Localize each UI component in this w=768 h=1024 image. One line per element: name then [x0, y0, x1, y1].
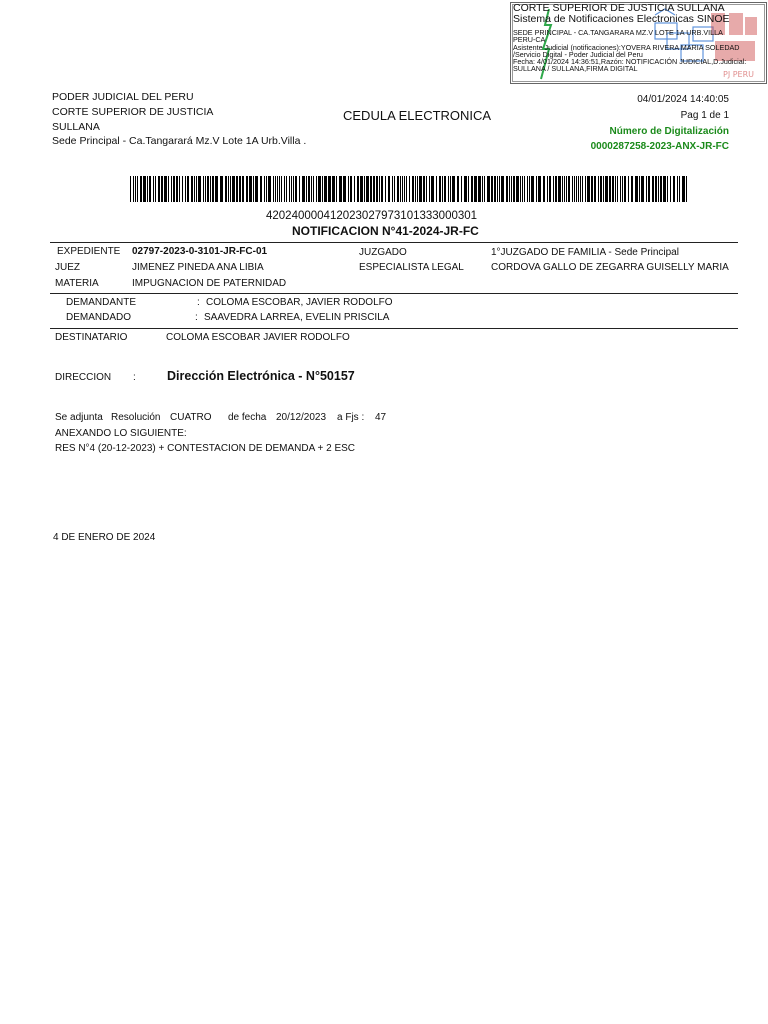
stamp-service: /Servicio Digital - Poder Judicial del Peru	[513, 50, 643, 59]
barcode-bar	[572, 176, 573, 202]
barcode-bar	[273, 176, 274, 202]
barcode-bar	[394, 176, 395, 202]
barcode-bar	[431, 176, 434, 202]
juez-label: JUEZ	[55, 262, 80, 273]
barcode-bar	[679, 176, 680, 202]
barcode-bar	[215, 176, 218, 202]
barcode-bar	[497, 176, 498, 202]
barcode-bar	[549, 176, 551, 202]
barcode-bar	[461, 176, 462, 202]
barcode-bar	[302, 176, 305, 202]
barcode-bar	[663, 176, 666, 202]
barcode-bar	[429, 176, 430, 202]
barcode-bar	[289, 176, 290, 202]
barcode-bar	[641, 176, 644, 202]
barcode-bar	[412, 176, 414, 202]
barcode-bar	[350, 176, 352, 202]
barcode-bar	[306, 176, 307, 202]
barcode-bar	[366, 176, 369, 202]
barcode-bar	[397, 176, 399, 202]
barcode-bar	[564, 176, 565, 202]
direccion-value: Dirección Electrónica - N°50157	[167, 369, 355, 383]
barcode-bar	[635, 176, 638, 202]
barcode-bar	[547, 176, 548, 202]
document-title: CEDULA ELECTRONICA	[343, 108, 492, 123]
barcode-bar	[140, 176, 142, 202]
barcode-bar	[464, 176, 467, 202]
barcode-bar	[468, 176, 469, 202]
barcode-bar	[471, 176, 473, 202]
barcode-bar	[494, 176, 496, 202]
barcode-bar	[631, 176, 633, 202]
juez-value: JIMENEZ PINEDA ANA LIBIA	[132, 262, 264, 273]
fjs-label: a Fjs :	[337, 412, 365, 423]
barcode-bar	[137, 176, 138, 202]
stamp-court: CORTE SUPERIOR DE JUSTICIA SULLANA	[513, 2, 725, 14]
barcode-bar	[228, 176, 229, 202]
barcode-bar	[187, 176, 189, 202]
barcode-bar	[417, 176, 418, 202]
demandante-label: DEMANDANTE	[66, 297, 137, 308]
barcode-bar	[373, 176, 375, 202]
barcode-bar	[348, 176, 349, 202]
barcode-bar	[143, 176, 146, 202]
barcode-bar	[409, 176, 410, 202]
barcode-number: 42024000041202302797310133300030​1	[266, 210, 478, 222]
barcode-bar	[171, 176, 172, 202]
barcode-bar	[600, 176, 602, 202]
barcode-bar	[520, 176, 521, 202]
barcode-bar	[677, 176, 678, 202]
barcode-bar	[158, 176, 160, 202]
especialista-value: CORDOVA GALLO DE ZEGARRA GUISELLY MARIA	[491, 262, 729, 273]
barcode-bar	[153, 176, 154, 202]
expediente-value: 02797-2023-0-3101-JR-FC-01	[132, 246, 268, 257]
fecha-value: 20/12/2023	[276, 412, 327, 423]
barcode-bar	[277, 176, 278, 202]
barcode-bar	[667, 176, 668, 202]
barcode-bar	[246, 176, 248, 202]
barcode-bar	[529, 176, 530, 202]
barcode-bar	[379, 176, 380, 202]
barcode-bar	[370, 176, 372, 202]
attachment-detail: RES N°4 (20-12-2023) + CONTESTACION DE DEMANDA + 2 ESC	[55, 443, 356, 454]
barcode-bar	[332, 176, 335, 202]
se-adjunta-text: Se adjunta	[55, 412, 103, 423]
barcode-bar	[318, 176, 321, 202]
barcode-bar	[499, 176, 500, 202]
barcode-bar	[478, 176, 481, 202]
barcode-bar	[452, 176, 455, 202]
barcode-bar	[385, 176, 386, 202]
barcode-bar	[587, 176, 590, 202]
barcode-bar	[268, 176, 271, 202]
barcode-bar	[670, 176, 671, 202]
barcode-bar	[524, 176, 525, 202]
stamp-date-reason: Fecha: 4/01/2024 14:36:51,Razón: NOTIFICACIÓN JUDICIAL,D.Judicial:	[513, 57, 747, 66]
barcode-bar	[357, 176, 359, 202]
barcode-bar	[266, 176, 267, 202]
barcode-bar	[578, 176, 579, 202]
barcode-bar	[580, 176, 581, 202]
barcode-bar	[574, 176, 575, 202]
materia-label: MATERIA	[55, 278, 99, 289]
especialista-label: ESPECIALISTA LEGAL	[359, 262, 464, 273]
juzgado-value: 1°JUZGADO DE FAMILIA - Sede Principal	[491, 247, 679, 258]
barcode-bar	[130, 176, 131, 202]
barcode-bar	[612, 176, 614, 202]
barcode-bar	[673, 176, 675, 202]
barcode-bar	[516, 176, 519, 202]
barcode-bar	[194, 176, 195, 202]
barcode-bar	[308, 176, 310, 202]
barcode-bar	[133, 176, 134, 202]
fjs-value: 47	[375, 412, 387, 423]
barcode-bar	[295, 176, 297, 202]
notification-title: NOTIFICACION N°41-2024-JR-FC	[292, 224, 479, 238]
barcode-bar	[487, 176, 490, 202]
logo-text: PJ PERU	[723, 70, 755, 79]
barcode-bar	[324, 176, 327, 202]
barcode-bar	[236, 176, 238, 202]
barcode-bar	[513, 176, 515, 202]
barcode-bar	[275, 176, 276, 202]
barcode-bar	[605, 176, 608, 202]
document-date: 4 DE ENERO DE 2024	[53, 532, 156, 543]
barcode-bar	[311, 176, 312, 202]
barcode-bar	[260, 176, 262, 202]
barcode-bar	[293, 176, 294, 202]
barcode-bar	[522, 176, 523, 202]
barcode-bar	[648, 176, 650, 202]
barcode-bar	[442, 176, 443, 202]
barcode-bar	[457, 176, 459, 202]
barcode-bar	[553, 176, 554, 202]
barcode-bar	[652, 176, 654, 202]
barcode-bar	[527, 176, 528, 202]
barcode-bar	[339, 176, 342, 202]
barcode-bar	[603, 176, 604, 202]
barcode-bar	[566, 176, 567, 202]
barcode-bar	[313, 176, 314, 202]
court-address: Sede Principal - Ca.Tangarará Mz.V Lote 1A Urb.Villa .	[52, 135, 307, 147]
barcode-bar	[376, 176, 378, 202]
stamp-address-2: PERU-CA	[513, 35, 546, 44]
stamp-system: Sistema de Notificaciones Electronicas SINOE	[513, 13, 730, 25]
barcode-bar	[406, 176, 407, 202]
barcode-bar	[558, 176, 561, 202]
barcode-bar	[239, 176, 241, 202]
barcode-bar	[354, 176, 355, 202]
barcode-bar	[531, 176, 534, 202]
barcode-bar	[210, 176, 211, 202]
barcode-bar	[284, 176, 285, 202]
barcode-bar	[291, 176, 292, 202]
barcode-bar	[617, 176, 618, 202]
barcode-bar	[205, 176, 206, 202]
barcode-bar	[316, 176, 317, 202]
barcode-bar	[404, 176, 405, 202]
barcode-bar	[615, 176, 616, 202]
barcode-bar	[196, 176, 197, 202]
barcode-bar	[655, 176, 657, 202]
barcode-bar	[484, 176, 485, 202]
court-name: CORTE SUPERIOR DE JUSTICIA	[52, 106, 214, 118]
barcode-bar	[620, 176, 621, 202]
anexando-heading: ANEXANDO LO SIGUIENTE:	[55, 428, 187, 439]
destinatario-value: COLOMA ESCOBAR JAVIER RODOLFO	[166, 332, 350, 343]
divider	[50, 242, 738, 243]
barcode-bar	[176, 176, 178, 202]
barcode-bar	[624, 176, 626, 202]
barcode-bar	[155, 176, 156, 202]
direccion-label: DIRECCION	[55, 372, 112, 383]
digitization-number: 0000287258-2023-ANX-JR-FC	[590, 141, 729, 152]
barcode-bar	[242, 176, 244, 202]
barcode-bar	[299, 176, 300, 202]
stamp-signer: Asistente Judicial (notificaciones):YOVERA RIVERA MARIA SOLEDAD	[513, 43, 740, 52]
barcode-bar	[286, 176, 287, 202]
barcode-bar	[381, 176, 383, 202]
barcode-bar	[264, 176, 265, 202]
barcode-bar	[255, 176, 258, 202]
court-city: SULLANA	[52, 121, 100, 133]
barcode-bar	[207, 176, 209, 202]
resolucion-value: CUATRO	[170, 412, 212, 423]
materia-value: IMPUGNACION DE PATERNIDAD	[132, 278, 287, 289]
fecha-label: de fecha	[228, 412, 267, 423]
barcode-bar	[658, 176, 659, 202]
barcode-bar	[249, 176, 252, 202]
barcode-bar	[230, 176, 231, 202]
barcode-bar	[585, 176, 586, 202]
destinatario-label: DESTINATARIO	[55, 332, 128, 343]
demandado-value: SAAVEDRA LARREA, EVELIN PRISCILA	[204, 312, 390, 323]
barcode-bar	[279, 176, 280, 202]
barcode-bar	[161, 176, 163, 202]
barcode-bar	[568, 176, 570, 202]
stamp-district: SULLANA / SULLANA,FIRMA DIGITAL	[513, 64, 638, 73]
barcode-bar	[538, 176, 541, 202]
barcode-bar	[450, 176, 451, 202]
org-name: PODER JUDICIAL DEL PERU	[52, 91, 194, 103]
barcode-bar	[576, 176, 577, 202]
barcode-bar	[220, 176, 223, 202]
barcode-bar	[436, 176, 437, 202]
divider	[50, 293, 738, 294]
barcode-bar	[439, 176, 441, 202]
barcode-bar	[281, 176, 282, 202]
barcode-bar	[198, 176, 201, 202]
barcode-bar	[543, 176, 545, 202]
demandante-colon: :	[197, 297, 200, 308]
divider	[50, 328, 738, 329]
barcode-bar	[191, 176, 193, 202]
barcode-bar	[322, 176, 323, 202]
barcode-bar	[562, 176, 563, 202]
barcode-bar	[212, 176, 214, 202]
barcode-bar	[402, 176, 403, 202]
barcode-bar	[419, 176, 422, 202]
barcode-bar	[400, 176, 401, 202]
barcode-bar	[343, 176, 346, 202]
barcode-bar	[253, 176, 254, 202]
barcode-bar	[336, 176, 337, 202]
digitization-label: Número de Digitalización	[609, 126, 729, 137]
barcode-bar	[147, 176, 148, 202]
barcode-bar	[660, 176, 662, 202]
barcode-bar	[536, 176, 537, 202]
barcode-bar	[598, 176, 599, 202]
digital-signature-stamp	[510, 2, 767, 84]
barcode-bar	[168, 176, 169, 202]
barcode-bar	[415, 176, 416, 202]
barcode-bar	[444, 176, 446, 202]
barcode-bar	[182, 176, 183, 202]
barcode-bar	[506, 176, 508, 202]
barcode-bar	[149, 176, 151, 202]
barcode-bar	[509, 176, 510, 202]
demandado-label: DEMANDADO	[66, 312, 132, 323]
barcode-bar	[185, 176, 186, 202]
barcode-bar	[609, 176, 611, 202]
resolucion-label: Resolución	[111, 412, 161, 423]
barcode-bar	[360, 176, 363, 202]
stamp-address: SEDE PRINCIPAL - CA.TANGARARA MZ.V LOTE 1A URB.VILLA	[513, 28, 723, 37]
direccion-colon: :	[133, 372, 136, 383]
barcode-bar	[164, 176, 167, 202]
barcode-bar	[555, 176, 557, 202]
juzgado-label: JUZGADO	[359, 247, 407, 258]
barcode-bar	[203, 176, 204, 202]
barcode-bar	[622, 176, 623, 202]
barcode-bar	[392, 176, 393, 202]
barcode-bar	[639, 176, 640, 202]
barcode-bar	[364, 176, 365, 202]
expediente-label: EXPEDIENTE	[57, 246, 121, 257]
barcode-bar	[591, 176, 593, 202]
barcode-bar	[646, 176, 647, 202]
barcode-bar	[582, 176, 583, 202]
barcode-bar	[594, 176, 596, 202]
barcode-bar	[328, 176, 331, 202]
barcode-bar	[628, 176, 629, 202]
barcode-bar	[501, 176, 504, 202]
barcode-bar	[173, 176, 175, 202]
page-indicator: Pag 1 de 1	[680, 110, 729, 121]
barcode-bar	[232, 176, 235, 202]
barcode-bar	[179, 176, 180, 202]
issue-datetime: 04/01/2024 14:40:05	[637, 94, 729, 105]
barcode-bar	[491, 176, 493, 202]
barcode-bar	[448, 176, 449, 202]
barcode-bar	[682, 176, 685, 202]
demandado-colon: :	[195, 312, 198, 323]
barcode-bar	[135, 176, 136, 202]
barcode-bar	[686, 176, 687, 202]
demandante-value: COLOMA ESCOBAR, JAVIER RODOLFO	[206, 297, 393, 308]
barcode-bar	[388, 176, 390, 202]
barcode-bar	[423, 176, 425, 202]
barcode	[130, 176, 688, 202]
barcode-bar	[482, 176, 483, 202]
barcode-bar	[426, 176, 427, 202]
barcode-bar	[474, 176, 477, 202]
barcode-bar	[511, 176, 512, 202]
barcode-bar	[225, 176, 227, 202]
